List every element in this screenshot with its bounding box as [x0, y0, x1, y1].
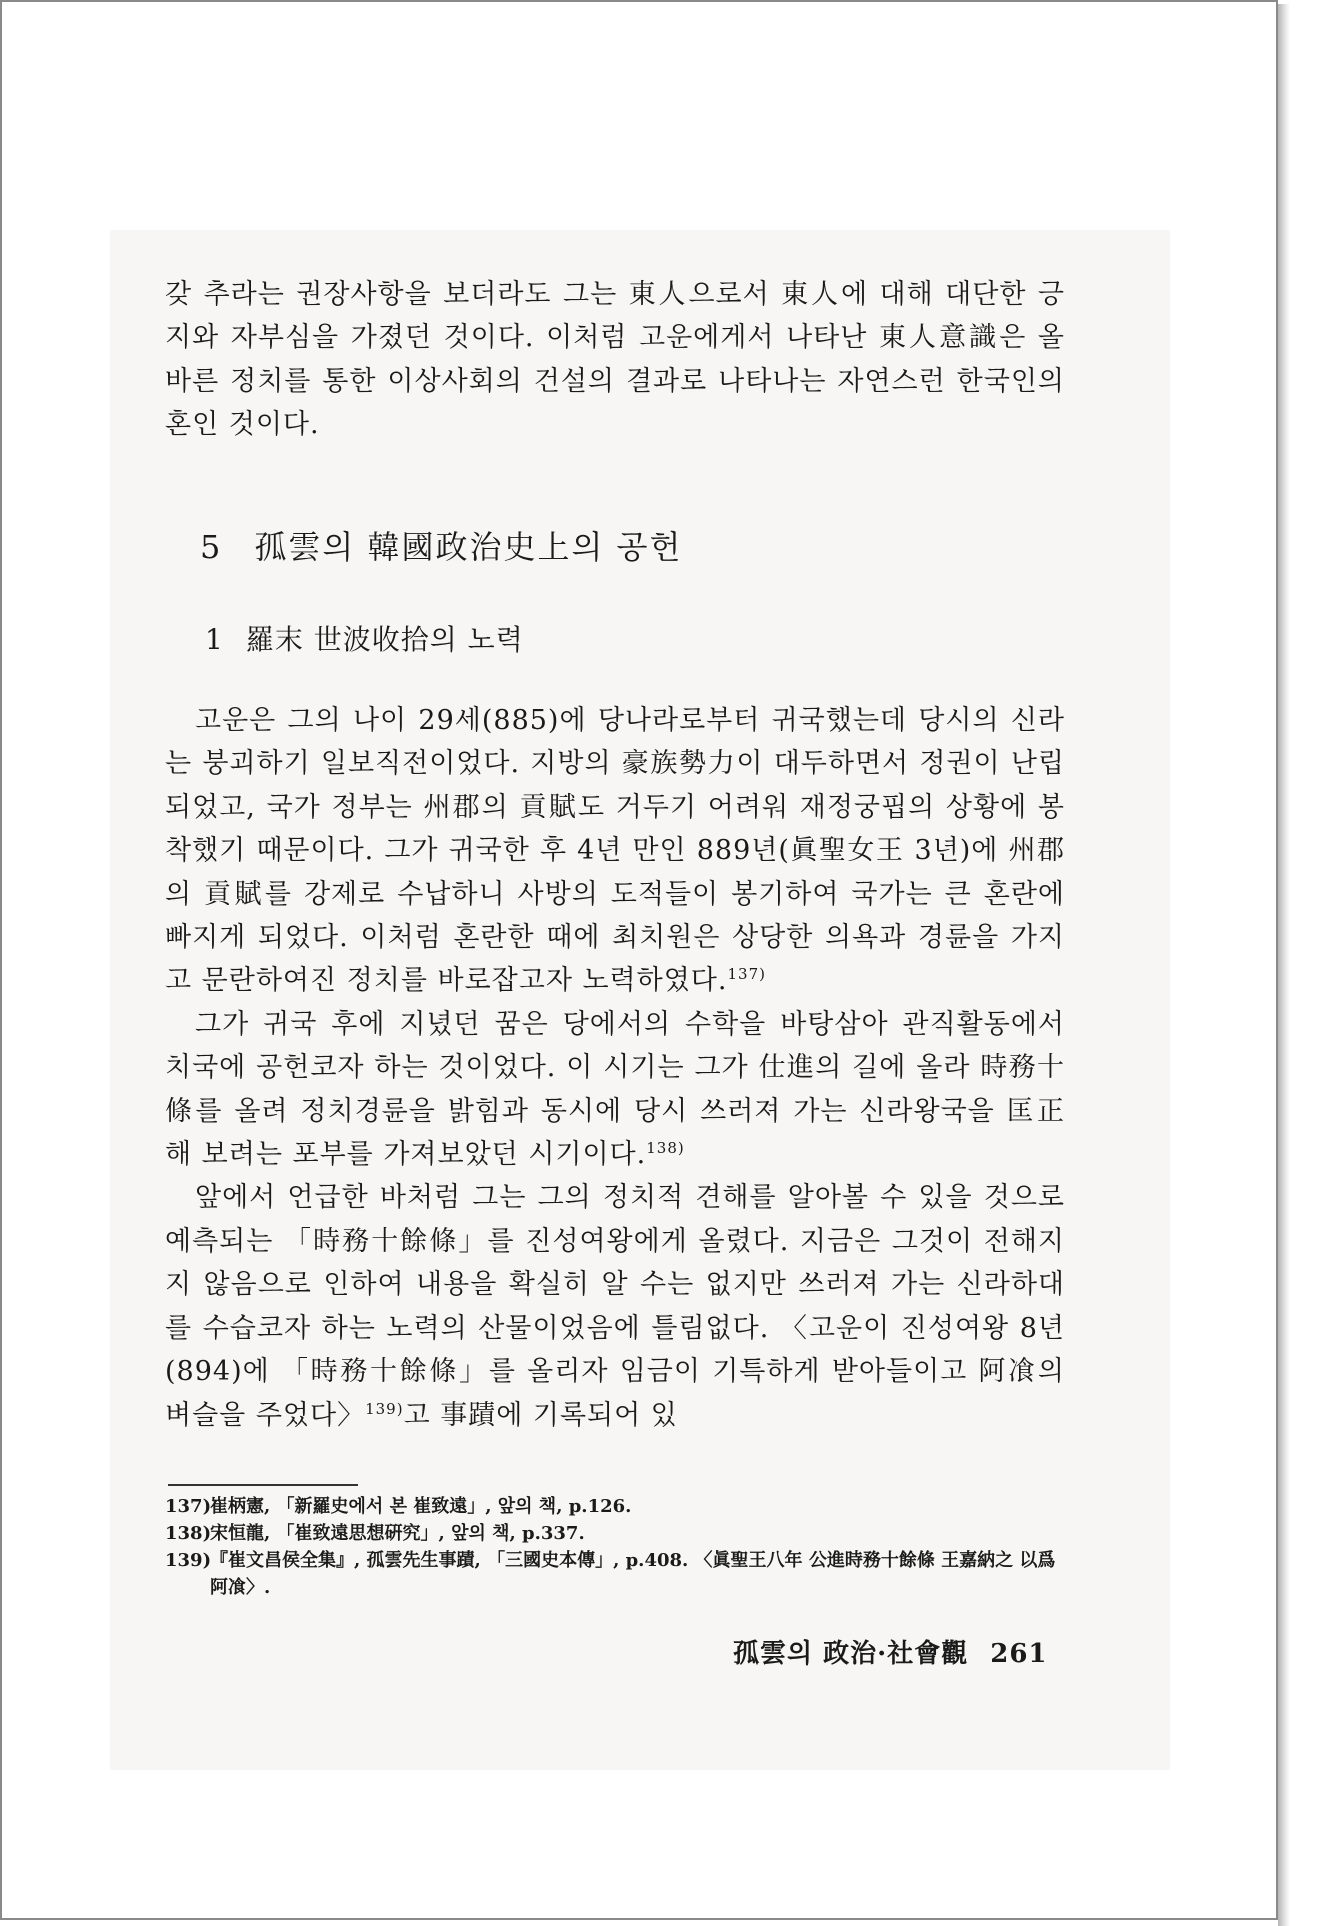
section-heading — [200, 522, 682, 568]
paragraph-3-continuation: 고 事蹟에 기록되어 있 — [403, 1399, 678, 1431]
footnotes — [165, 1493, 1065, 1601]
footnote-ref-139: 139) — [365, 1399, 404, 1418]
paragraph-1 — [165, 699, 1065, 1003]
paragraph-3-text: 앞에서 언급한 바처럼 그는 그의 정치적 견해를 알아볼 수 있을 것으로 예측되는 「時務十餘條」를 진성여왕에게 올렸다. 지금은 그것이 전해지지 않음으로 인하여 내용을 확실히 알 수는 없지만 쓰러져 가는 신라하대를 수습코자 하는 노력의 산물이었음에 틀림없다. 〈고운이 진성여왕 8년(894)에 「時務十餘條」를 올리자 임금이 기특하게 받아들이고 阿飡의 벼슬을 주었다〉 — [165, 1182, 1065, 1431]
page-shadow — [1278, 4, 1290, 1926]
paragraph-1-text: 고운은 그의 나이 29세(885)에 당나라로부터 귀국했는데 당시의 신라는 붕괴하기 일보직전이었다. 지방의 豪族勢力이 대두하면서 정권이 난립되었고, 국가 정부는 州郡의 貢賦도 거두기 어려워 재정궁핍의 상황에 봉착했기 때문이다. 그가 귀국한 후 4년 만인 889년(眞聖女王 3년)에 州郡의 貢賦를 강제로 수납하니 사방의 도적들이 봉기하여 국가는 큰 혼란에 빠지게 되었다. 이처럼 혼란한 때에 최치원은 상당한 의욕과 경륜을 가지고 문란하여진 정치를 바로잡고자 노력하였다. — [165, 705, 1065, 997]
subsection-number: 1 — [205, 623, 224, 656]
footnote-text: 宋恒龍, 「崔致遠思想硏究」, 앞의 책, p.337. — [210, 1523, 585, 1544]
section-title: 孤雲의 韓國政治史上의 공헌 — [254, 528, 683, 566]
footnote-number: 137) — [165, 1496, 212, 1517]
top-paragraph-block — [165, 273, 1065, 447]
footnote-divider — [168, 1484, 358, 1486]
footnote-text: 崔柄憲, 「新羅史에서 본 崔致遠」, 앞의 책, p.126. — [210, 1496, 632, 1517]
footnote-139 — [165, 1547, 1065, 1601]
section-number: 5 — [200, 528, 223, 566]
page-number: 261 — [990, 1639, 1048, 1669]
footnote-ref-137: 137) — [727, 965, 766, 984]
paragraph-2-text: 그가 귀국 후에 지녔던 꿈은 당에서의 수학을 바탕삼아 관직활동에서 치국에 공헌코자 하는 것이었다. 이 시기는 그가 仕進의 길에 올라 時務十條를 올려 정치경륜을 밝힘과 동시에 당시 쓰러져 가는 신라왕국을 匡正해 보려는 포부를 가져보았던 시기이다. — [165, 1008, 1065, 1171]
footnote-137 — [165, 1493, 1065, 1520]
subsection-heading — [205, 618, 524, 658]
footnote-text: 『崔文昌侯全集』, 孤雲先生事蹟, 「三國史本傳」, p.408. 〈眞聖王八年 公進時務十餘條 王嘉納之 以爲阿飡〉. — [210, 1550, 1056, 1598]
top-paragraph: 갖 추라는 권장사항을 보더라도 그는 東人으로서 東人에 대해 대단한 긍지와 자부심을 가졌던 것이다. 이처럼 고운에게서 나타난 東人意識은 올바른 정치를 통한 이상사회의 건설의 결과로 나타나는 자연스런 한국인의 혼인 것이다. — [165, 279, 1065, 441]
footnote-number: 139) — [165, 1550, 212, 1571]
footnote-ref-138: 138) — [646, 1139, 685, 1158]
body-paragraphs — [165, 699, 1065, 1437]
footnote-number: 138) — [165, 1523, 212, 1544]
paragraph-3 — [165, 1176, 1065, 1436]
running-footer — [733, 1633, 1048, 1670]
footnote-138 — [165, 1520, 1065, 1547]
footer-title: 孤雲의 政治·社會觀 — [733, 1639, 969, 1669]
subsection-title: 羅末 世波收拾의 노력 — [245, 623, 524, 656]
paragraph-2 — [165, 1003, 1065, 1177]
